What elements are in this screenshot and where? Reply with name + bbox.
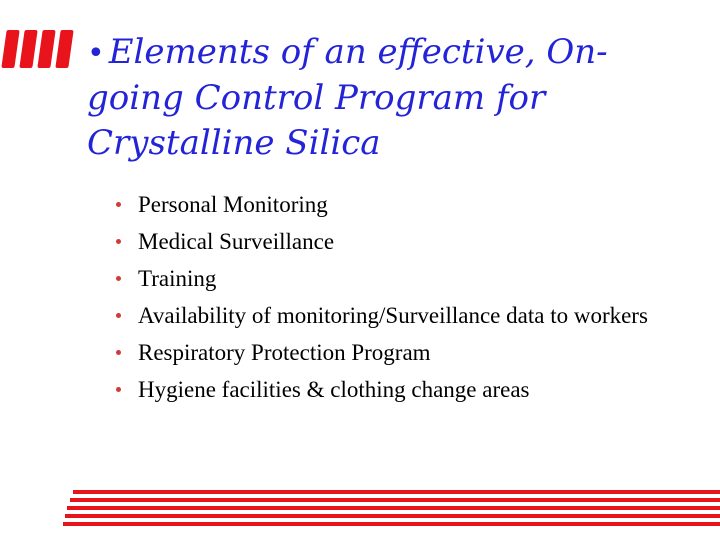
bullet-list — [110, 194, 690, 416]
list-item — [110, 231, 690, 253]
bullet-text: Hygiene facilities & clothing change areas — [138, 377, 530, 402]
list-item — [110, 194, 690, 216]
bullet-dot-icon — [116, 276, 121, 281]
bullet-dot-icon — [116, 313, 121, 318]
bullet-text: Personal Monitoring — [138, 192, 328, 217]
bullet-dot-icon — [116, 387, 121, 392]
red-stripe-decoration — [63, 490, 720, 532]
bullet-text: Availability of monitoring/Surveillance data to workers — [138, 303, 648, 328]
bullet-dot-icon — [116, 202, 121, 207]
bullet-dot-icon — [116, 239, 121, 244]
title-bullet-icon: • — [87, 36, 105, 71]
slide-title-text: Elements of an effective, On-going Control Program for Crystalline Silica — [87, 32, 608, 163]
bullet-text: Respiratory Protection Program — [138, 340, 431, 365]
list-item — [110, 342, 690, 364]
list-item — [110, 305, 690, 327]
list-item — [110, 268, 690, 290]
slide-title — [87, 30, 647, 166]
bullet-text: Training — [138, 266, 217, 291]
bullet-text: Medical Surveillance — [138, 229, 335, 254]
bullet-dot-icon — [116, 350, 121, 355]
red-block-decoration — [0, 30, 76, 70]
list-item — [110, 379, 690, 401]
